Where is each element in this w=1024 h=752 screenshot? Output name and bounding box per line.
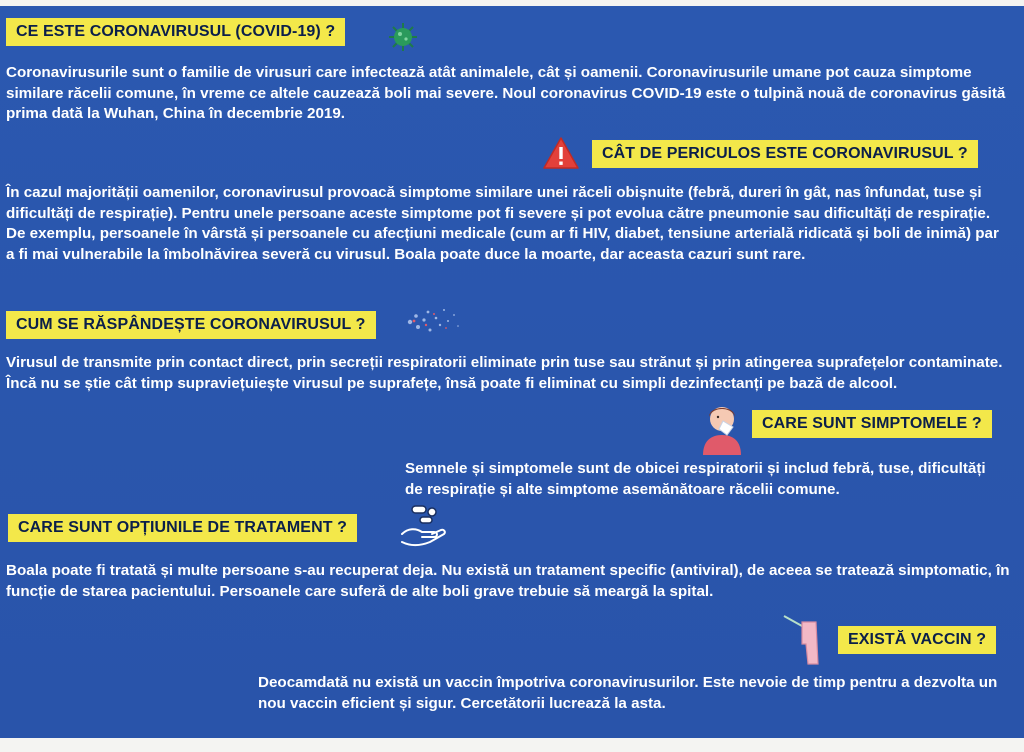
- heading-treatment: CARE SUNT OPȚIUNILE DE TRATAMENT ?: [8, 514, 357, 542]
- paragraph-treatment: Boala poate fi tratată și multe persoane s-au recuperat deja. Nu există un tratament specific (antiviral), de aceea se tratează simptomatic, în funcție de starea pacientului. Persoanele care suferă de alte boli grave trebuie să meargă la spital.: [6, 562, 1010, 600]
- heading-symptoms: CARE SUNT SIMPTOMELE ?: [752, 410, 992, 438]
- paragraph-vaccine: Deocamdată nu există un vaccin împotriva coronavirusurilor. Este nevoie de timp pentru a dezvolta un nou vaccin eficient și sigur. Cercetătorii lucrează la asta.: [258, 674, 998, 712]
- heading-vaccine: EXISTĂ VACCIN ?: [838, 626, 996, 654]
- heading-how-spreads: CUM SE RĂSPÂNDEȘTE CORONAVIRUSUL ?: [6, 311, 376, 339]
- paragraph-how-dangerous: În cazul majorității oamenilor, coronavirusul provoacă simptome similare unei răceli obișnuite (febră, dureri în gât, nas înfundat, tuse și dificultăți de respirație). Pentru unele persoane aceste simptome pot fi severe și pot evolua către pneumonie sau dificultăți de respirație. De exemplu, persoanele în vârstă și persoanele cu afecțiuni medicale (cum ar fi HIV, diabet, tensiune arterială ridicată și boli de inimă) par a fi mai vulnerabile la îmbolnăvirea severă cu virusul. Boala poate duce la moarte, dar aceasta cazuri sunt rare.: [6, 184, 999, 263]
- warning-icon: [542, 136, 580, 170]
- paragraph-how-spreads: Virusul de transmite prin contact direct, prin secreții respiratorii eliminate prin tuse sau strănut și prin atingerea suprafețelor contaminate. Încă nu se știe cât timp supraviețuiește virusul pe suprafețe, însă poate fi eliminat cu simpli dezinfectanți pe bază de alcool.: [6, 354, 1003, 392]
- heading-what-is: CE ESTE CORONAVIRUSUL (COVID-19) ?: [6, 18, 345, 46]
- syringe-icon: [782, 610, 832, 666]
- paragraph-symptoms: Semnele și simptomele sunt de obicei respiratorii și includ febră, tuse, dificultăți de respirație și alte simptome asemănătoare răcelii comune.: [405, 460, 986, 498]
- pills-hand-icon: [400, 504, 446, 548]
- virus-icon: [386, 20, 420, 54]
- paragraph-what-is: Coronavirusurile sunt o familie de virusuri care infectează atât animalele, cât și oamenii. Coronavirusurile umane pot cauza simptome similare răcelii comune, în vreme ce altele cauzează boli mai severe. Noul coronavirus COVID-19 este o tulpină nouă de coronavirus găsită prima dată la Wuhan, China în decembrie 2019.: [6, 64, 1006, 122]
- info-sheet: [0, 6, 1024, 738]
- heading-how-dangerous: CÂT DE PERICULOS ESTE CORONAVIRUSUL ?: [592, 140, 978, 168]
- droplets-icon: [404, 302, 464, 342]
- sneezing-person-icon: [697, 399, 747, 455]
